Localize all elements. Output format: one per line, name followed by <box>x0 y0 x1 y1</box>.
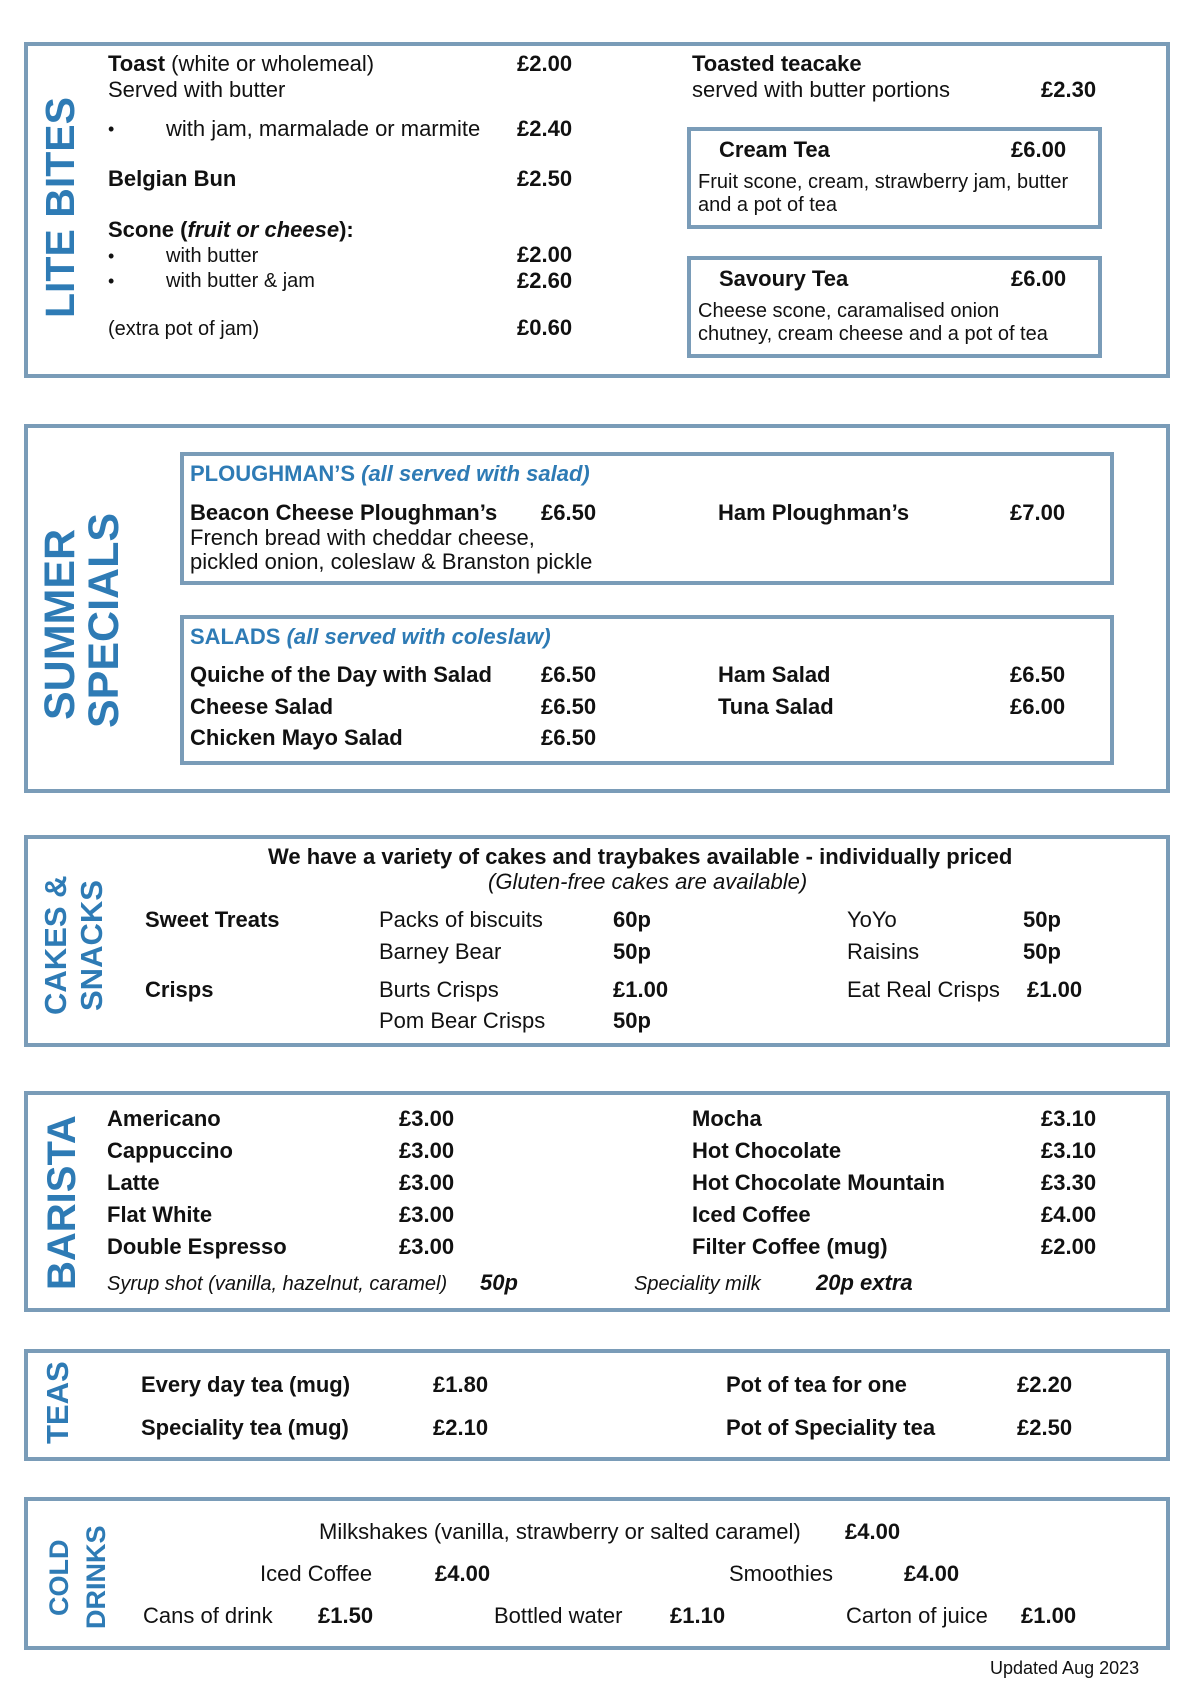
coffee-price: £3.00 <box>399 1202 455 1227</box>
salad-price: £6.00 <box>1010 694 1066 719</box>
salad-price: £6.50 <box>541 725 597 750</box>
scone-pre: Scone ( <box>108 217 188 242</box>
lite-bites-label: LITE BITES <box>37 97 83 318</box>
snack-price: £1.00 <box>1027 977 1083 1002</box>
salads-heading <box>190 624 551 650</box>
coffee-name: Iced Coffee <box>692 1202 811 1227</box>
snacks-label: SNACKS <box>74 880 109 1011</box>
salad-name: Chicken Mayo Salad <box>190 725 403 750</box>
barista-label: BARISTA <box>40 1115 84 1290</box>
juice-price: £1.00 <box>1021 1603 1077 1628</box>
belgian-bun-name: Belgian Bun <box>108 166 237 191</box>
scone-post: ): <box>339 217 354 242</box>
extra-jam-price: £0.60 <box>517 315 573 340</box>
bullet-icon: • <box>108 246 115 266</box>
water-name: Bottled water <box>494 1603 623 1628</box>
cream-tea-desc: Fruit scone, cream, strawberry jam, butter <box>698 171 1069 193</box>
cream-tea-desc: and a pot of tea <box>698 194 838 216</box>
toast-price: £2.00 <box>517 51 573 76</box>
sweet-treats-label: Sweet Treats <box>145 907 280 932</box>
coffee-name: Hot Chocolate <box>692 1138 842 1163</box>
cans-price: £1.50 <box>318 1603 374 1628</box>
snack-name: Pom Bear Crisps <box>379 1008 546 1033</box>
teas-label: TEAS <box>40 1361 75 1444</box>
coffee-price: £3.30 <box>1041 1170 1097 1195</box>
coffee-price: £3.00 <box>399 1138 455 1163</box>
smoothies-price: £4.00 <box>904 1561 960 1586</box>
syrup-shot-price: 50p <box>480 1270 518 1295</box>
toast-sub: Served with butter <box>108 77 286 102</box>
snack-price: 50p <box>1023 939 1061 964</box>
snack-name: Burts Crisps <box>379 977 499 1002</box>
bullet-icon: • <box>108 271 115 291</box>
crisps-label: Crisps <box>145 977 214 1002</box>
water-price: £1.10 <box>670 1603 726 1628</box>
tea-name: Pot of Speciality tea <box>726 1415 936 1440</box>
salad-name: Tuna Salad <box>718 694 834 719</box>
cakes-label: CAKES & <box>38 875 73 1015</box>
tea-price: £2.20 <box>1017 1372 1073 1397</box>
toast-jam-name: with jam, marmalade or marmite <box>166 116 481 141</box>
iced-coffee-price: £4.00 <box>435 1561 491 1586</box>
salads-note: (all served with coleslaw) <box>286 624 551 649</box>
scone-butter-name: with butter <box>166 245 259 267</box>
tea-price: £1.80 <box>433 1372 489 1397</box>
savoury-tea-desc: chutney, cream cheese and a pot of tea <box>698 323 1048 345</box>
scone-jam-price: £2.60 <box>517 268 573 293</box>
toast-name: Toast <box>108 51 166 76</box>
juice-name: Carton of juice <box>846 1603 988 1628</box>
snack-name: Raisins <box>847 939 920 964</box>
snack-name: Barney Bear <box>379 939 502 964</box>
toast-note: (white or wholemeal) <box>171 51 375 76</box>
coffee-name: Latte <box>107 1170 160 1195</box>
salad-name: Ham Salad <box>718 662 831 687</box>
scone-jam-name: with butter & jam <box>166 270 315 292</box>
ploughmans-heading <box>190 461 590 487</box>
cakes-subline: (Gluten-free cakes are available) <box>488 869 808 894</box>
cold-label: COLD <box>44 1539 74 1616</box>
tea-name: Pot of tea for one <box>726 1372 907 1397</box>
updated-note: Updated Aug 2023 <box>990 1658 1140 1678</box>
speciality-milk-name: Speciality milk <box>634 1273 761 1295</box>
cream-tea-name: Cream Tea <box>719 137 830 162</box>
coffee-price: £4.00 <box>1041 1202 1097 1227</box>
cream-tea-price: £6.00 <box>1011 137 1067 162</box>
toast-item <box>108 51 374 77</box>
ham-ploughmans-price: £7.00 <box>1010 500 1066 525</box>
smoothies-name: Smoothies <box>729 1561 833 1586</box>
salads-title: SALADS <box>190 624 281 649</box>
beacon-ploughmans-desc: pickled onion, coleslaw & Branston pickle <box>190 549 593 574</box>
beacon-ploughmans-name: Beacon Cheese Ploughman’s <box>190 500 498 525</box>
scone-types: fruit or cheese <box>187 217 340 242</box>
coffee-name: Flat White <box>107 1202 213 1227</box>
tea-name: Every day tea (mug) <box>141 1372 351 1397</box>
teacake-sub: served with butter portions <box>692 77 951 102</box>
teas-section <box>24 1349 1170 1461</box>
specials-label: SPECIALS <box>80 512 128 728</box>
coffee-name: Americano <box>107 1106 221 1131</box>
snack-name: Eat Real Crisps <box>847 977 1000 1002</box>
summer-label: SUMMER <box>36 528 84 720</box>
milkshakes-name: Milkshakes (vanilla, strawberry or salted caramel) <box>319 1519 801 1544</box>
salad-price: £6.50 <box>541 694 597 719</box>
cakes-headline: We have a variety of cakes and traybakes available - individually priced <box>268 844 1013 869</box>
ham-ploughmans-name: Ham Ploughman’s <box>718 500 910 525</box>
tea-price: £2.50 <box>1017 1415 1073 1440</box>
savoury-tea-desc: Cheese scone, caramalised onion <box>698 300 1000 322</box>
coffee-price: £3.00 <box>399 1234 455 1259</box>
ploughmans-note: (all served with salad) <box>361 461 590 486</box>
speciality-milk-price: 20p extra <box>816 1270 913 1295</box>
scone-heading <box>108 217 354 243</box>
scone-butter-price: £2.00 <box>517 242 573 267</box>
coffee-name: Double Espresso <box>107 1234 287 1259</box>
beacon-ploughmans-desc: French bread with cheddar cheese, <box>190 525 535 550</box>
drinks-label: DRINKS <box>81 1525 111 1629</box>
snack-name: Packs of biscuits <box>379 907 543 932</box>
coffee-price: £3.10 <box>1041 1106 1097 1131</box>
coffee-price: £3.00 <box>399 1106 455 1131</box>
snack-price: £1.00 <box>613 977 669 1002</box>
belgian-bun-price: £2.50 <box>517 166 573 191</box>
bullet-icon: • <box>108 119 115 139</box>
coffee-name: Cappuccino <box>107 1138 233 1163</box>
ploughmans-title: PLOUGHMAN’S <box>190 461 355 486</box>
teacake-name: Toasted teacake <box>692 51 862 76</box>
coffee-name: Hot Chocolate Mountain <box>692 1170 945 1195</box>
coffee-price: £3.00 <box>399 1170 455 1195</box>
salad-price: £6.50 <box>541 662 597 687</box>
milkshakes-price: £4.00 <box>845 1519 901 1544</box>
snack-price: 50p <box>1023 907 1061 932</box>
tea-price: £2.10 <box>433 1415 489 1440</box>
coffee-price: £3.10 <box>1041 1138 1097 1163</box>
salad-price: £6.50 <box>1010 662 1066 687</box>
snack-price: 50p <box>613 939 651 964</box>
snack-name: YoYo <box>847 907 897 932</box>
toast-jam-price: £2.40 <box>517 116 573 141</box>
cans-name: Cans of drink <box>143 1603 273 1628</box>
iced-coffee-name: Iced Coffee <box>260 1561 373 1586</box>
extra-jam-name: (extra pot of jam) <box>108 318 260 340</box>
salad-name: Cheese Salad <box>190 694 334 719</box>
coffee-name: Filter Coffee (mug) <box>692 1234 888 1259</box>
coffee-name: Mocha <box>692 1106 762 1131</box>
salad-name: Quiche of the Day with Salad <box>190 662 492 687</box>
teacake-price: £2.30 <box>1041 77 1097 102</box>
tea-name: Speciality tea (mug) <box>141 1415 349 1440</box>
snack-price: 60p <box>613 907 651 932</box>
beacon-ploughmans-price: £6.50 <box>541 500 597 525</box>
savoury-tea-name: Savoury Tea <box>719 266 849 291</box>
savoury-tea-price: £6.00 <box>1011 266 1067 291</box>
coffee-price: £2.00 <box>1041 1234 1097 1259</box>
syrup-shot-name: Syrup shot (vanilla, hazelnut, caramel) <box>107 1273 448 1295</box>
snack-price: 50p <box>613 1008 651 1033</box>
